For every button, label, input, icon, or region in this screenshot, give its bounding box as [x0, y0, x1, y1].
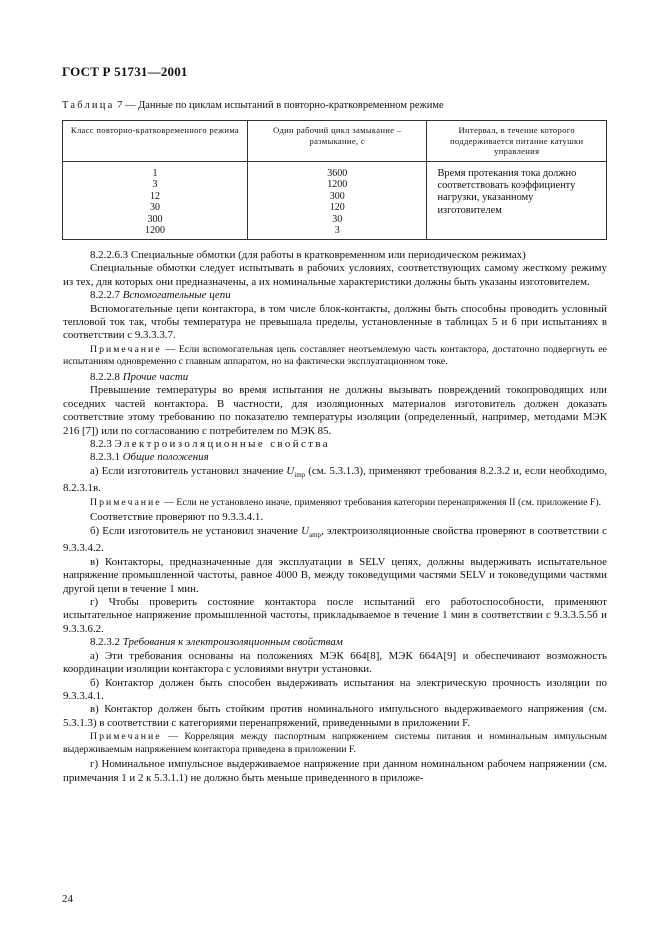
text-run: б) Если изготовитель не установил значение: [90, 524, 302, 537]
paragraph: Специальные обмотки следует испытывать в рабочих условиях, соответствующих самому жесткому режиму из тех, для которых они предназначены, а их номинальные характеристики должны быть указаны изготовителем.: [63, 262, 607, 288]
table-cell-classes: [63, 161, 248, 240]
table-caption: [62, 100, 444, 111]
section-title: Прочие части: [122, 371, 189, 384]
section-heading: [63, 636, 607, 649]
paragraph: г) Чтобы проверить состояние контактора после испытаний его работоспособности, применяют испытательное напряжение промышленной частоты, прикладываемое в течение 1 мин в соответствии с 9.3.3.5.5б и 9.3.3.6.2.: [63, 596, 607, 635]
section-heading: [63, 289, 607, 302]
symbol-subscript: imp: [294, 471, 306, 480]
table-header-class: Класс повторно-кратковременного режима: [63, 121, 248, 162]
section-heading: [63, 371, 607, 384]
paragraph: Превышение температуры во время испытания не должны вызывать повреждений токопроводящих или соседних частей контактора. В частности, для изоляционных материалов изготовитель должен доказать соответствие этому требованию по показателю температуры изоляции (определенный, например, методами МЭК 216 [7]) или по согласованию с потребителем по МЭК 85.: [63, 384, 607, 437]
class-value: 3: [152, 179, 158, 191]
section-number: 8.2.3: [90, 438, 112, 451]
class-value: 1: [152, 167, 158, 179]
section-title: Вспомогательные цепи: [122, 289, 231, 302]
paragraph: г) Номинальное импульсное выдерживаемое напряжение при данном номинальном рабочем напряжении (см. примечания 1 и 2 к 5.3.1.1) не должно быть меньше приведенного в приложе-: [63, 758, 607, 784]
table-cell-interval-note: Время протекания тока должно соответствовать коэффициенту нагрузки, указанному изготовителем: [427, 161, 607, 240]
document-header: ГОСТ Р 51731—2001: [62, 64, 188, 79]
note: [63, 497, 607, 510]
class-value: 30: [149, 202, 160, 214]
class-value: 1200: [144, 225, 165, 237]
page-number: 24: [62, 893, 73, 905]
note: [63, 731, 607, 756]
note-text: — Если не установлено иначе, применяют требования категории перенапряжения II (см. приложение F).: [164, 496, 602, 508]
document-body: [63, 249, 608, 785]
note-text: — Если вспомогательная цепь составляет неотъемлемую часть контактора, достаточно подвергнуть ее испытаниям одновременно с главным аппаратом, но на фактически эксплуатационном токе.: [63, 343, 608, 368]
text-run: , электроизоляционные свойства проверяют в соответствии с 9.3.3.4.2.: [63, 524, 607, 555]
table-caption-label: Таблица: [62, 100, 115, 111]
section-number: 8.2.2.8: [90, 371, 120, 384]
class-value: 300: [147, 213, 163, 225]
cycle-value: 3: [334, 225, 340, 237]
text-run: (см. 5.3.1.3), применяют требования 8.2.3.2 и, если необходимо, 8.2.3.1в.: [63, 464, 607, 495]
paragraph: в) Контакторы, предназначенные для эксплуатации в SELV цепях, должны выдерживать испытательное напряжение промышленной частоты, равное 4000 В, между токоведущими частями SELV и токоведущими частями другой цепи в течение 1 мин.: [63, 555, 607, 595]
note-label: Примечание: [90, 731, 162, 743]
cycle-data-table: [62, 120, 607, 240]
note: [63, 344, 607, 369]
paragraph: 8.2.2.6.3 Специальные обмотки (для работы в кратковременном или периодическом режимах): [90, 249, 526, 261]
table-cell-cycles: [247, 161, 427, 240]
section-number: 8.2.2.7: [90, 289, 120, 302]
table-row: [63, 161, 607, 240]
paragraph: а) Эти требования основаны на положениях МЭК 664[8], МЭК 664А[9] и обеспечивают возможность координации изоляции контактора с условиями внутри установки.: [63, 649, 607, 676]
cycle-value: 300: [329, 190, 345, 202]
symbol-u: U: [301, 524, 309, 537]
section-heading: [63, 451, 607, 464]
text-run: а) Если изготовитель установил значение: [90, 464, 287, 477]
cycle-value: 120: [329, 202, 345, 214]
section-number: 8.2.3.1: [90, 451, 120, 464]
symbol-u: U: [286, 464, 295, 477]
class-value: 12: [149, 190, 160, 202]
table-header-cycle: Один рабочий цикл замыкание – размыкание, с: [247, 121, 427, 162]
paragraph: [63, 465, 607, 496]
section-heading: [63, 438, 607, 451]
table-caption-text: 7 — Данные по циклам испытаний в повторно-кратковременном режиме: [117, 100, 444, 111]
cycle-value: 3600: [327, 167, 348, 179]
table-header-row: [63, 121, 607, 162]
section-title: Требования к электроизоляционным свойствам: [122, 636, 343, 649]
section-title: Электроизоляционные свойства: [114, 438, 331, 451]
paragraph: Вспомогательные цепи контактора, в том числе блок-контакты, должны быть способны проводить условный тепловой ток так, чтобы температура не превышала пределы, установленные в таблицах 5 и 6 при испытаниях в соответствии с 9.3.3.3.7.: [63, 302, 607, 342]
note-label: Примечание: [90, 343, 162, 355]
paragraph: [63, 525, 607, 556]
paragraph: б) Контактор должен быть способен выдерживать испытания на электрическую прочность изоляции по 9.3.3.4.1.: [63, 676, 607, 702]
symbol-subscript: amp: [309, 531, 322, 540]
note-label: Примечание: [90, 496, 162, 508]
paragraph: в) Контактор должен быть стойким против номинального импульсного выдерживаемого напряжения (см. 5.3.1.3) в соответствии с категориями перенапряжений, приведенными в приложении F.: [63, 703, 607, 729]
section-title: Общие положения: [122, 451, 209, 464]
paragraph: Соответствие проверяют по 9.3.3.4.1.: [90, 511, 264, 524]
section-number: 8.2.3.2: [90, 636, 120, 649]
cycle-value: 30: [332, 213, 343, 225]
note-text: — Корреляция между паспортным напряжением системы питания и номинальным импульсным выдерживаемым напряжением контактора приведена в приложении F.: [63, 731, 607, 755]
cycle-value: 1200: [327, 179, 348, 191]
table-header-interval: Интервал, в течение которого поддерживается питание катушки управления: [427, 121, 607, 162]
